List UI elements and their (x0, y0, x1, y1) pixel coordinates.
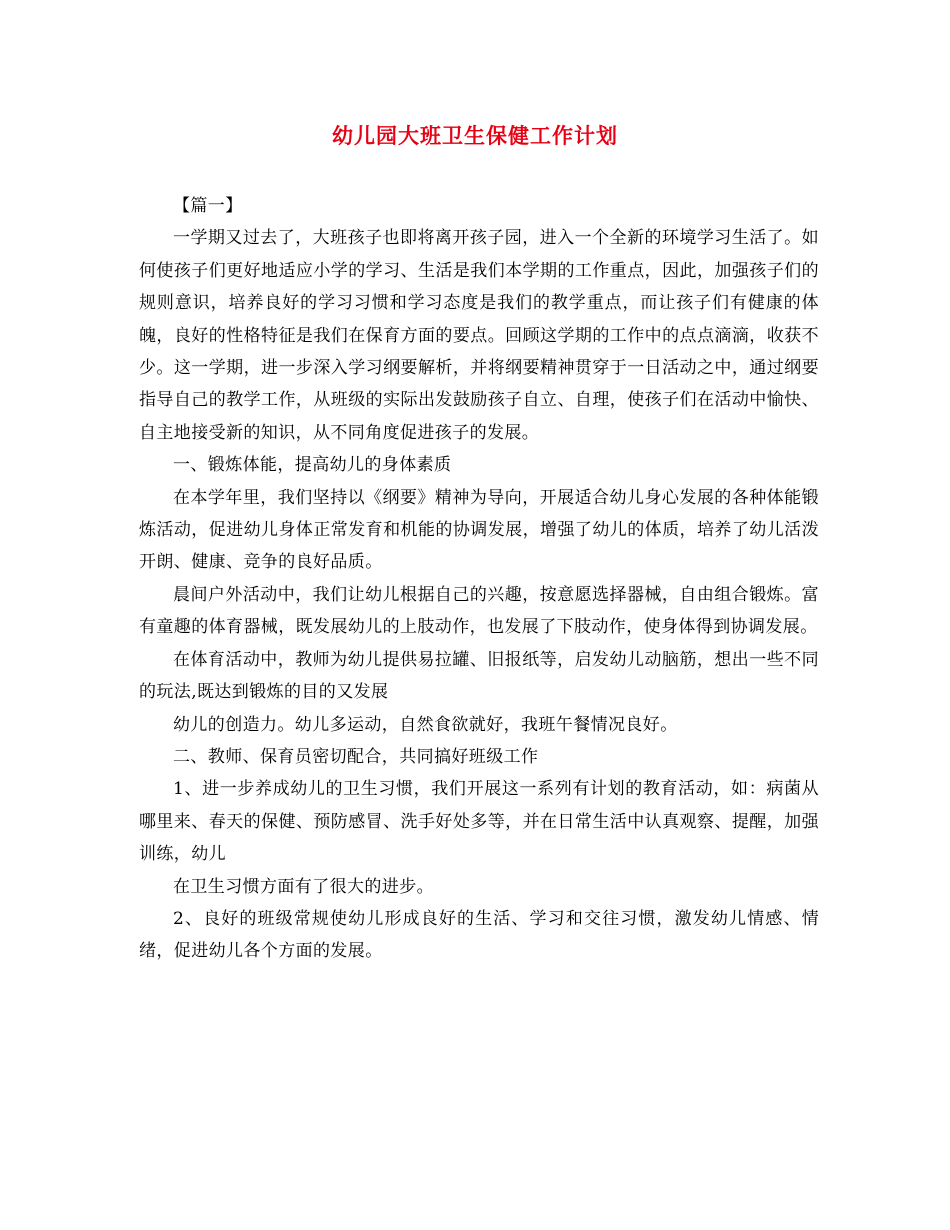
paragraph: 2、良好的班级常规使幼儿形成良好的生活、学习和交往习惯，激发幼儿情感、情绪，促进幼儿各个方面的发展。 (139, 908, 819, 962)
paragraph: 1、进一步养成幼儿的卫生习惯，我们开展这一系列有计划的教育活动，如：病菌从哪里来、春天的保健、预防感冒、洗手好处多等，并在日常生活中认真观察、提醒，加强训练，幼儿 (139, 779, 819, 865)
section-heading-2: 二、教师、保育员密切配合，共同搞好班级工作 (173, 746, 539, 767)
paragraph: 在卫生习惯方面有了很大的进步。 (173, 876, 434, 897)
document-title: 幼儿园大班卫生保健工作计划 (332, 124, 618, 148)
paragraph: 幼儿的创造力。幼儿多运动，自然食欲就好，我班午餐情况良好。 (173, 714, 678, 735)
document-body (139, 190, 819, 968)
paragraph: 在本学年里，我们坚持以《纲要》精神为导向，开展适合幼儿身心发展的各种体能锻炼活动，促进幼儿身体正常发育和机能的协调发展，增强了幼儿的体质，培养了幼儿活泼开朗、健康、竞争的良好品质。 (139, 487, 819, 573)
paragraph-intro: 一学期又过去了，大班孩子也即将离开孩子园，进入一个全新的环境学习生活了。如何使孩子们更好地适应小学的学习、生活是我们本学期的工作重点，因此，加强孩子们的规则意识，培养良好的学习习惯和学习态度是我们的教学重点，而让孩子们有健康的体魄，良好的性格特征是我们在保育方面的要点。回顾这学期的工作中的点点滴滴，收获不少。这一学期，进一步深入学习纲要解析，并将纲要精神贯穿于一日活动之中，通过纲要指导自己的教学工作，从班级的实际出发鼓励孩子自立、自理，使孩子们在活动中愉快、自主地接受新的知识，从不同角度促进孩子的发展。 (139, 228, 819, 443)
section-heading-1: 一、锻炼体能，提高幼儿的身体素质 (173, 455, 452, 476)
paragraph: 晨间户外活动中，我们让幼儿根据自己的兴趣，按意愿选择器械，自由组合锻炼。富有童趣的体育器械，既发展幼儿的上肢动作，也发展了下肢动作，使身体得到协调发展。 (139, 584, 819, 638)
section-tag: 【篇一】 (173, 196, 243, 216)
paragraph: 在体育活动中，教师为幼儿提供易拉罐、旧报纸等，启发幼儿动脑筋，想出一些不同的玩法,既达到锻炼的目的又发展 (139, 649, 819, 703)
